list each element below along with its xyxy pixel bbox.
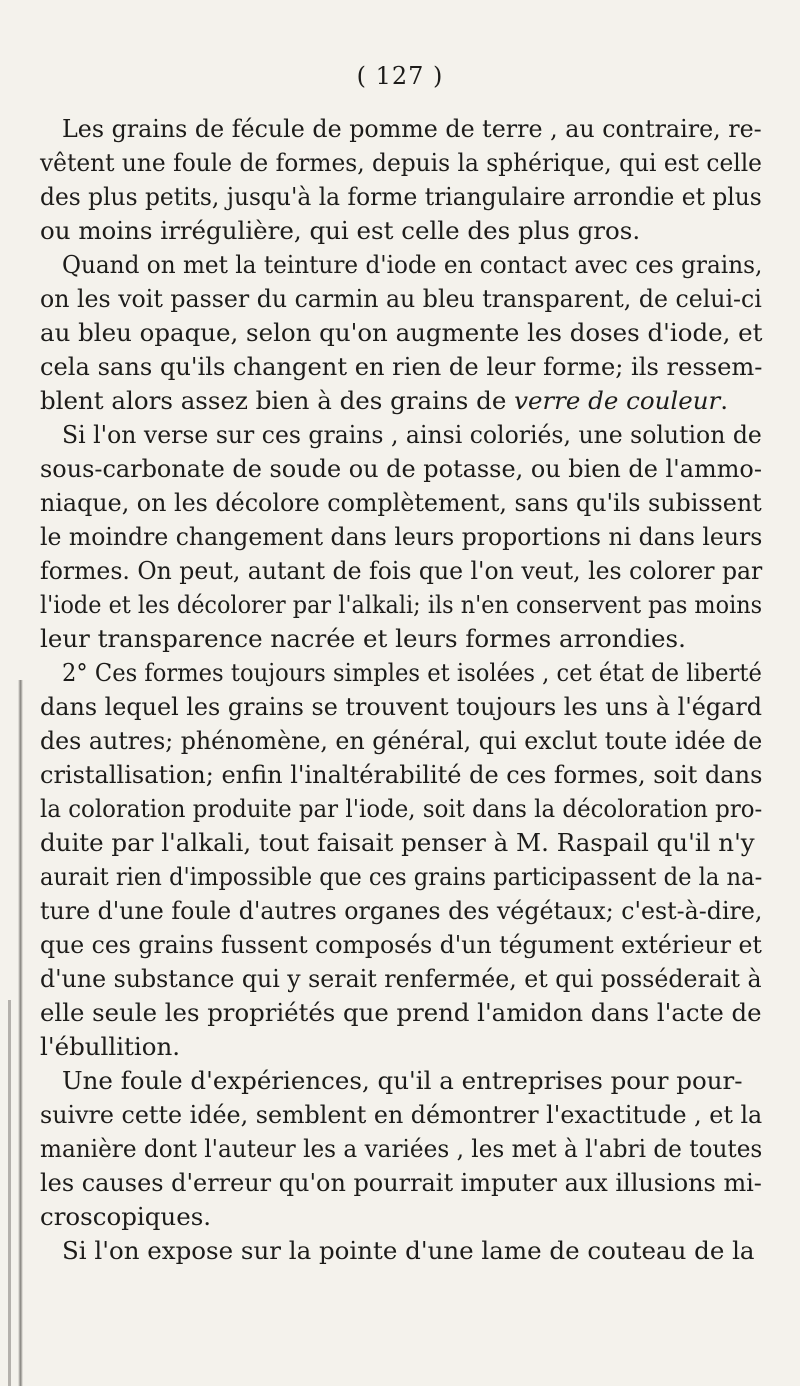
text-line: Quand on met la teinture d'iode en contact avec ces grains, <box>62 250 763 279</box>
text-line: la coloration produite par l'iode, soit dans la décoloration pro- <box>40 794 763 823</box>
text-line: des plus petits, jusqu'à la forme triangulaire arrondie et plus <box>40 182 762 211</box>
text-line: manière dont l'auteur les a variées , les met à l'abri de toutes <box>40 1134 763 1163</box>
text-line: sous-carbonate de soude ou de potasse, ou bien de l'ammo- <box>40 454 762 483</box>
text-line: ture d'une foule d'autres organes des végétaux; c'est-à-dire, <box>40 896 763 925</box>
text-line: vêtent une foule de formes, depuis la sphérique, qui est celle <box>40 148 762 177</box>
text-line: que ces grains fussent composés d'un tégument extérieur et <box>40 930 762 959</box>
text-line: Les grains de fécule de pomme de terre , au contraire, re- <box>62 114 762 143</box>
text-line: les causes d'erreur qu'on pourrait imputer aux illusions mi- <box>40 1168 762 1197</box>
text-line: des autres; phénomène, en général, qui exclut toute idée de <box>40 726 763 755</box>
binding-edge <box>8 1000 11 1386</box>
text-line: l'iode et les décolorer par l'alkali; ils n'en conservent pas moins <box>40 590 763 619</box>
text-line: le moindre changement dans leurs proportions ni dans leurs <box>40 522 763 551</box>
text-line: on les voit passer du carmin au bleu transparent, de celui-ci <box>40 284 762 313</box>
text-line: elle seule les propriétés que prend l'amidon dans l'acte de <box>40 998 762 1027</box>
text-line: formes. On peut, autant de fois que l'on veut, les colorer par <box>40 556 763 585</box>
text-line: ou moins irrégulière, qui est celle des plus gros. <box>40 216 641 245</box>
text-line: leur transparence nacrée et leurs formes arrondies. <box>40 624 686 653</box>
page-number: ( 127 ) <box>356 62 444 90</box>
text-line: 2° Ces formes toujours simples et isolées , cet état de liberté <box>62 658 762 687</box>
binding-shadow <box>18 680 23 1386</box>
text-line: niaque, on les décolore complètement, sans qu'ils subissent <box>40 488 762 517</box>
text-line: duite par l'alkali, tout faisait penser à M. Raspail qu'il n'y <box>40 828 755 857</box>
text-line: Si l'on verse sur ces grains , ainsi coloriés, une solution de <box>62 420 762 449</box>
text-run: blent alors assez bien à des grains de <box>40 386 515 415</box>
text-line: cristallisation; enfin l'inaltérabilité de ces formes, soit dans <box>40 760 763 789</box>
text-line: Une foule d'expériences, qu'il a entreprises pour pour- <box>62 1066 743 1095</box>
text-line <box>40 384 728 418</box>
text-line: d'une substance qui y serait renfermée, et qui posséderait à <box>40 964 762 993</box>
text-line: suivre cette idée, semblent en démontrer l'exactitude , et la <box>40 1100 763 1129</box>
text-line: au bleu opaque, selon qu'on augmente les doses d'iode, et <box>40 318 763 347</box>
text-run: . <box>720 386 729 415</box>
text-line: dans lequel les grains se trouvent toujours les uns à l'égard <box>40 692 763 721</box>
italic-run: verre de couleur <box>514 386 721 415</box>
text-line: croscopiques. <box>40 1202 212 1231</box>
text-line: Si l'on expose sur la pointe d'une lame de couteau de la <box>62 1236 755 1265</box>
text-line: l'ébullition. <box>40 1032 181 1061</box>
text-line: cela sans qu'ils changent en rien de leur forme; ils ressem- <box>40 352 763 381</box>
text-line: aurait rien d'impossible que ces grains participassent de la na- <box>40 862 763 891</box>
